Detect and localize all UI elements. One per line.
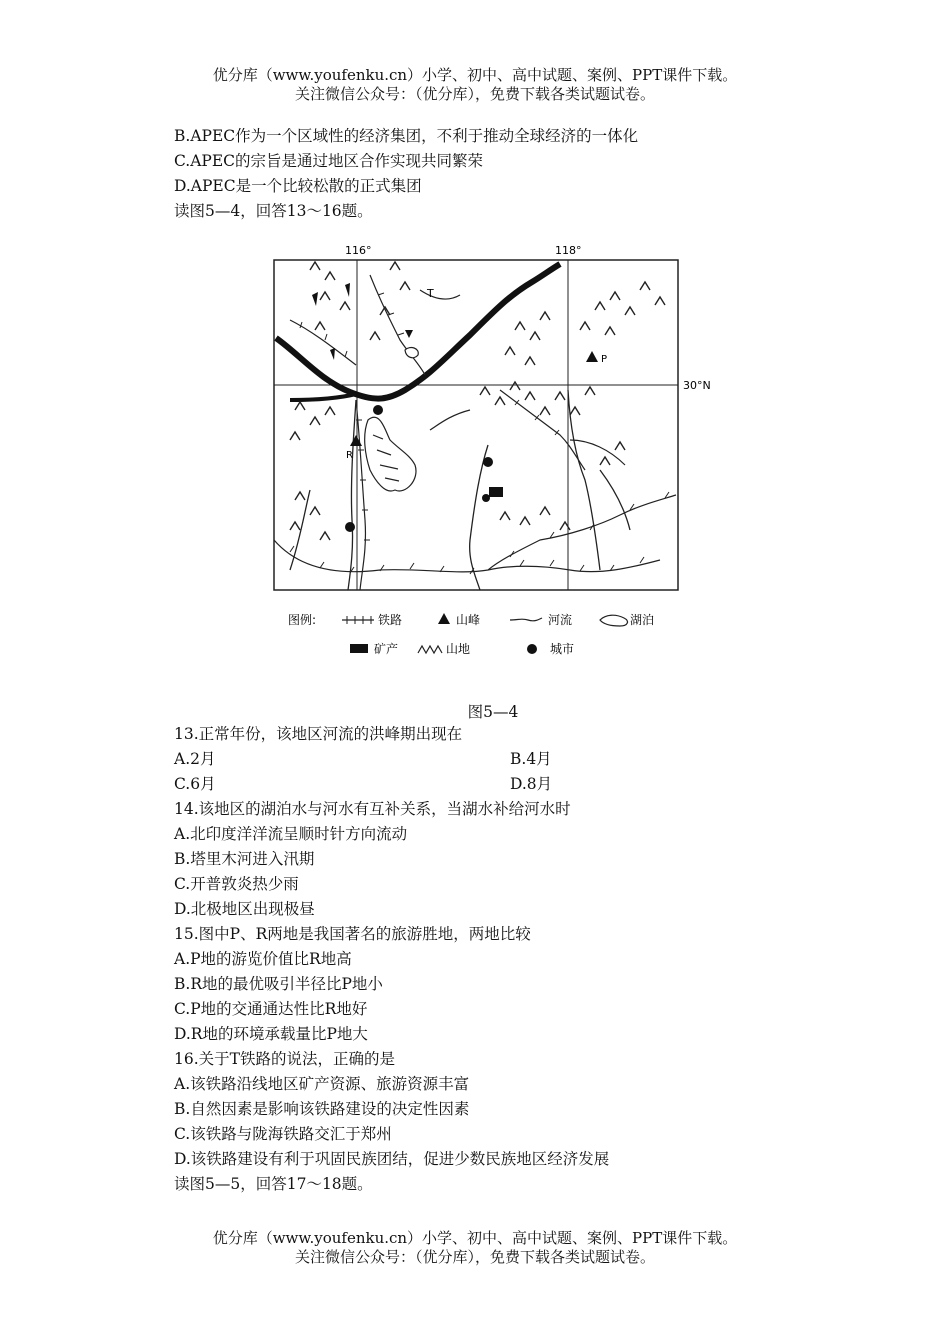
- footer-line-2: 关注微信公众号：（优分库），免费下载各类试题试卷。: [294, 1248, 655, 1266]
- q13-stem: 13.正常年份，该地区河流的洪峰期出现在: [174, 725, 463, 743]
- q15-option-d: D.R地的环境承载量比P地大: [174, 1025, 368, 1043]
- legend-peak: 山峰: [456, 613, 481, 627]
- q12-option-b: B.APEC作为一个区域性的经济集团，不利于推动全球经济的一体化: [174, 127, 639, 145]
- q12-option-d: D.APEC是一个比较松散的正式集团: [174, 177, 422, 195]
- legend-mountain: 山地: [446, 642, 471, 656]
- q15-stem: 15.图中P、R两地是我国著名的旅游胜地，两地比较: [174, 925, 531, 943]
- q14-option-a: A.北印度洋洋流呈顺时针方向流动: [174, 825, 408, 843]
- footer-line-1: 优分库（www.youfenku.cn）小学、初中、高中试题、案例、PPT课件下载。: [212, 1229, 738, 1247]
- map-svg: [270, 240, 730, 672]
- legend-city: 城市: [550, 642, 575, 656]
- label-T: T: [427, 287, 434, 300]
- q13-option-a: A.2月: [174, 750, 216, 768]
- q16-stem: 16.关于T铁路的说法，正确的是: [174, 1050, 395, 1068]
- q14-option-d: D.北极地区出现极昼: [174, 900, 315, 918]
- instruction-fig-5-5: 读图5—5，回答17～18题。: [174, 1175, 373, 1193]
- legend-mine: 矿产: [374, 642, 399, 656]
- mine-symbol: [489, 487, 503, 497]
- legend-railway: 铁路: [378, 613, 403, 627]
- map-frame: [274, 260, 678, 590]
- lon-label-118: 118°: [555, 244, 582, 257]
- q15-option-a: A.P地的游览价值比R地高: [174, 950, 352, 968]
- label-R: R: [346, 450, 353, 461]
- legend-title: 图例:: [288, 613, 317, 627]
- map-legend: [288, 612, 654, 656]
- lat-label-30n: 30°N: [683, 379, 711, 392]
- q15-option-c: C.P地的交通通达性比R地好: [174, 1000, 368, 1018]
- q13-option-c: C.6月: [174, 775, 216, 793]
- figure-5-4-map: [270, 240, 730, 672]
- q15-option-b: B.R地的最优吸引半径比P地小: [174, 975, 383, 993]
- q16-option-c: C.该铁路与陇海铁路交汇于郑州: [174, 1125, 392, 1143]
- label-P: P: [601, 354, 608, 365]
- header-line-2: 关注微信公众号：（优分库），免费下载各类试题试卷。: [294, 85, 655, 103]
- page-footer: [0, 1229, 950, 1267]
- q14-option-b: B.塔里木河进入汛期: [174, 850, 315, 868]
- q13-option-b: B.4月: [510, 750, 552, 768]
- q16-option-b: B.自然因素是影响该铁路建设的决定性因素: [174, 1100, 470, 1118]
- instruction-fig-5-4: 读图5—4，回答13～16题。: [174, 202, 373, 220]
- lon-label-116: 116°: [345, 244, 372, 257]
- q16-option-a: A.该铁路沿线地区矿产资源、旅游资源丰富: [174, 1075, 470, 1093]
- q14-stem: 14.该地区的湖泊水与河水有互补关系，当湖水补给河水时: [174, 800, 571, 818]
- header-line-1: 优分库（www.youfenku.cn）小学、初中、高中试题、案例、PPT课件下载。: [212, 66, 738, 84]
- legend-lake: 湖泊: [630, 613, 655, 627]
- q14-option-c: C.开普敦炎热少雨: [174, 875, 299, 893]
- q13-option-d: D.8月: [510, 775, 553, 793]
- q16-option-d: D.该铁路建设有利于巩固民族团结，促进少数民族地区经济发展: [174, 1150, 610, 1168]
- legend-river: 河流: [548, 613, 573, 627]
- q12-option-c: C.APEC的宗旨是通过地区合作实现共同繁荣: [174, 152, 484, 170]
- figure-caption: 图5—4: [467, 703, 519, 721]
- page-header: [0, 66, 950, 104]
